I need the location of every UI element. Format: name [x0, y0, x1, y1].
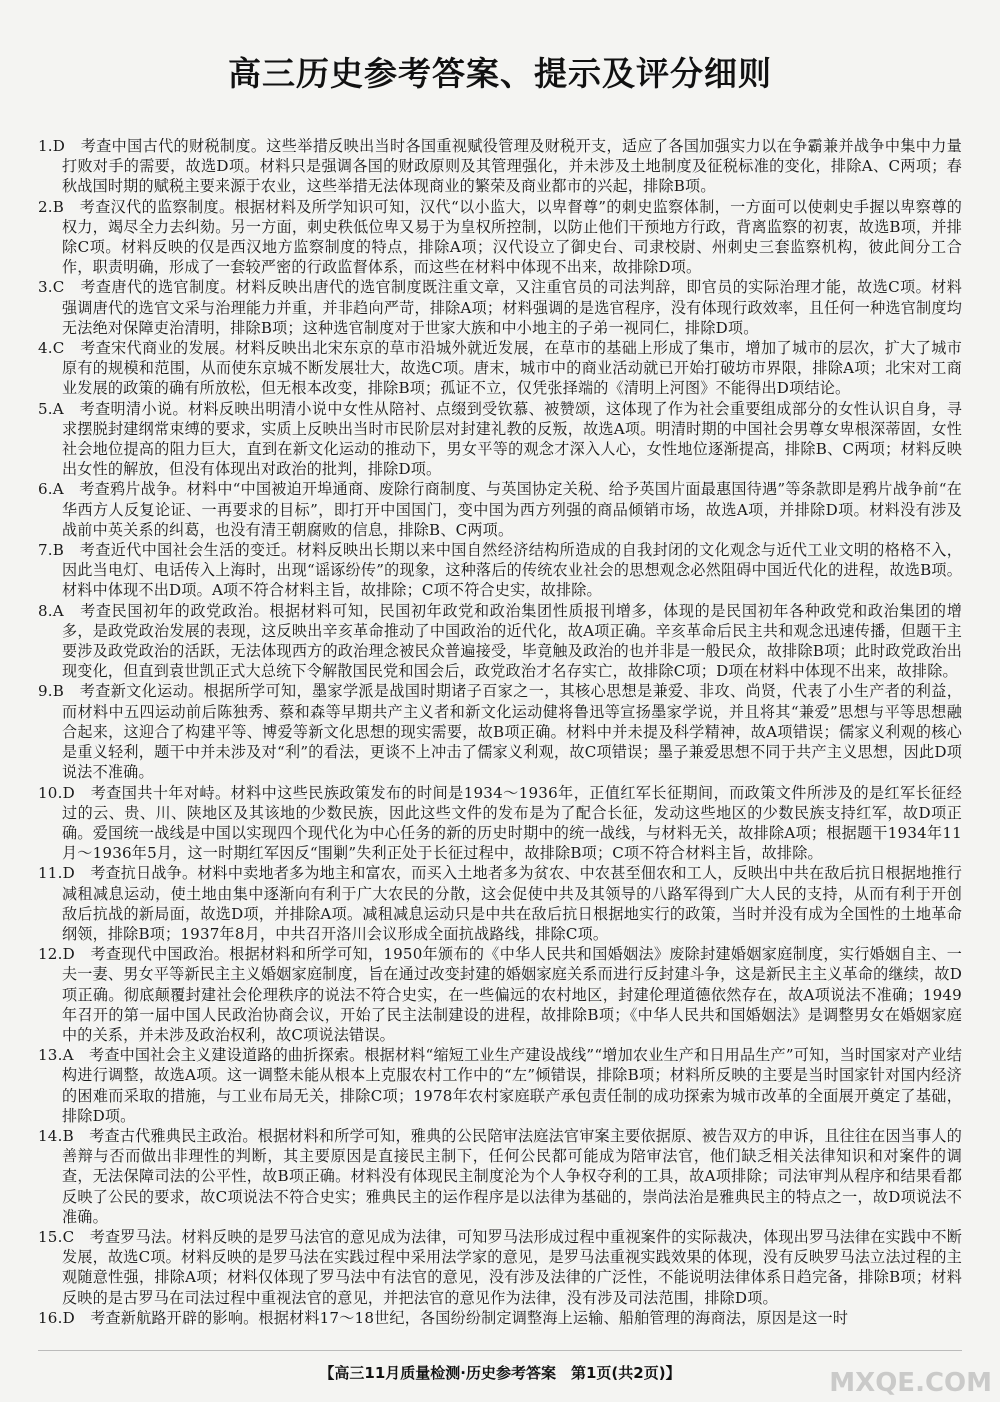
answer-number: 10.D [38, 783, 75, 802]
answer-item [38, 601, 962, 682]
answer-number: 3.C [38, 278, 65, 297]
answer-number: 6.A [38, 480, 64, 499]
answer-number: 7.B [38, 541, 65, 560]
answer-number: 9.B [38, 682, 65, 701]
answer-item [38, 944, 962, 1045]
answer-number: 16.D [38, 1308, 75, 1327]
answer-explanation: 考查明清小说。材料反映出明清小说中女性从陪衬、点缀到受钦慕、被赞颂，这体现了作为社会重要组成部分的女性认识自身，寻求摆脱封建纲常束缚的要求，实质上反映出当时市民阶层对封建礼教的反叛，故选A项。明清时期的中国社会男尊女卑根深蒂固，女性社会地位提高的阻力巨大，直到在新文化运动的推动下，男女平等的观念才深入人心，女性地位逐渐提高，排除B、C两项；材料反映出女性的解放，但没有体现出对政治的批判，排除D项。 [62, 399, 962, 479]
answer-item [38, 399, 962, 480]
answer-item [38, 1227, 962, 1308]
answer-number: 14.B [38, 1126, 74, 1145]
answer-item [38, 338, 962, 399]
answer-number: 1.D [38, 137, 66, 155]
answer-explanation: 考查国共十年对峙。材料中这些民族政策发布的时间是1934～1936年，正值红军长征期间，而政策文件所涉及的是红军长征经过的云、贵、川、陕地区及其该地的少数民族，因此这些文件的发布是为了配合长征，发动这些地区的少数民族支持红军，故D项正确。爱国统一战线是中国以实现四个现代化为中心任务的新的历史时期中的统一战线，与材料无关，故排除A项；根据题干1934年11月～1936年5月，这一时期红军因反“围剿”失利正处于长征过程中，故排除B项；C项不符合材料主旨，故排除。 [62, 783, 962, 863]
answer-number: 5.A [38, 399, 64, 418]
answer-explanation: 考查古代雅典民主政治。根据材料和所学可知，雅典的公民陪审法庭法官审案主要依据原、被告双方的申诉，且往往在因当事人的善辩与否而做出非理性的判断，其主要原因是直接民主制下，任何公民都可能成为陪审法官，他们缺乏相关法律知识和对案件的调查，无法保障司法的公平性，故B项正确。材料没有体现民主制度沦为个人争权夺利的工具，故A项排除；司法审判从程序和结果看都反映了公民的要求，故C项说法不符合史实；雅典民主的运作程序是以法律为基础的，崇尚法治是雅典民主的特点之一，故D项说法不准确。 [62, 1126, 962, 1226]
answer-explanation: 考查罗马法。材料反映的是罗马法官的意见成为法律，可知罗马法形成过程中重视案件的实际裁决，体现出罗马法律在实践中不断发展，故选C项。材料反映的是罗马法在实践过程中采用法学家的意见，是罗马法重视实践效果的体现，没有反映罗马法立法过程的主观随意性强，排除A项；材料仅体现了罗马法中有法官的意见，没有涉及法律的广泛性，不能说明法律体系日趋完备，排除B项；材料反映的是古罗马在司法过程中重视法官的意见，并把法官的意见作为法律，没有涉及司法范围，排除D项。 [62, 1227, 962, 1307]
answer-item [38, 783, 962, 864]
answer-item [38, 479, 962, 540]
answer-explanation: 考查民国初年的政党政治。根据材料可知，民国初年政党和政治集团性质报刊增多，体现的是民国初年各种政党和政治集团的增多，是政党政治发展的表现，这反映出辛亥革命推动了中国政治的近代化，故A项正确。辛亥革命后民主共和观念迅速传播，但题干主要涉及政党政治的活跃，无法体现西方的政治理念被民众普遍接受，毕竟触及政治的也并非是一般民众，故排除B项；此时政党政治出现变化，但直到袁世凯正式大总统下令解散国民党和国会后，政党政治才名存实亡，故排除C项；D项在材料中体现不出来，故排除。 [62, 601, 962, 681]
watermark: MXQE.COM [829, 1368, 992, 1398]
answer-item [38, 1308, 962, 1328]
answer-number: 2.B [38, 197, 65, 216]
answer-item [38, 540, 962, 601]
answer-explanation: 考查新航路开辟的影响。根据材料17～18世纪，各国纷纷制定调整海上运输、船舶管理的海商法，原因是这一时 [90, 1308, 849, 1327]
answer-explanation: 考查宋代商业的发展。材料反映出北宋东京的草市沿城外就近发展，在草市的基础上形成了集市，增加了城市的层次，扩大了城市原有的规模和范围，从而使东京城不断发展壮大，故选C项。唐末，城市中的商业活动就已开始打破坊市界限，排除A项；北宋对工商业发展的政策的确有所放松，但无根本改变，排除B项；孤证不立，仅凭张择端的《清明上河图》不能得出D项结论。 [62, 339, 962, 398]
answer-number: 13.A [38, 1046, 74, 1065]
answer-item [38, 197, 962, 278]
answer-number: 15.C [38, 1227, 75, 1246]
answer-number: 11.D [38, 864, 75, 883]
answer-list [38, 136, 962, 1328]
answer-explanation: 考查鸦片战争。材料中“中国被迫开埠通商、废除行商制度、与英国协定关税、给予英国片面最惠国待遇”等条款即是鸦片战争前“在华西方人反复论证、一再要求的目标”，即打开中国国门，变中国为西方列强的商品倾销市场，故选A项，并排除D项。材料没有涉及战前中英关系的纠葛，也没有清王朝腐败的信息，排除B、C两项。 [62, 480, 962, 539]
answer-explanation: 考查抗日战争。材料中卖地者多为地主和富农，而买入土地者多为贫农、中农甚至佃农和工人，反映出中共在敌后抗日根据地推行减租减息运动，使土地由集中逐渐向有利于广大农民的分散，这会促使中共及其领导的八路军得到广大人民的支持，从而有利于开创敌后抗战的新局面，故选D项，并排除A项。减租减息运动只是中共在敌后抗日根据地实行的政策，当时并没有成为全国性的土地革命纲领，排除B项；1937年8月，中共召开洛川会议形成全面抗战路线，排除C项。 [62, 864, 962, 943]
answer-number: 4.C [38, 339, 65, 358]
answer-explanation: 考查新文化运动。根据所学可知，墨家学派是战国时期诸子百家之一，其核心思想是兼爱、非攻、尚贤，代表了小生产者的利益，而材料中五四运动前后陈独秀、蔡和森等早期共产主义者和新文化运动健将鲁迅等宣扬墨家学说，并且将其“兼爱”思想与平等思想融合起来，这迎合了构建平等、博爱等新文化思想的现实需要，故B项正确。材料中并未提及科学精神，故A项错误；儒家义利观的核心是重义轻利，题干中并未涉及对“利”的看法，更谈不上冲击了儒家义利观，故C项错误；墨子兼爱思想不同于共产主义思想，因此D项说法不准确。 [62, 682, 962, 782]
answer-item [38, 277, 962, 338]
answer-item [38, 136, 962, 197]
page-title: 高三历史参考答案、提示及评分细则 [228, 54, 772, 93]
answer-explanation: 考查现代中国政治。根据材料和所学可知，1950年颁布的《中华人民共和国婚姻法》废除封建婚姻家庭制度，实行婚姻自主、一夫一妻、男女平等新民主主义婚姻家庭制度，旨在通过改变封建的婚姻家庭关系而进行反封建斗争，这是新民主主义革命的继续，故D项正确。彻底颠覆封建社会伦理秩序的说法不符合史实，在一些偏远的农村地区，封建伦理道德依然存在，故A项说法不准确；1949年召开的第一届中国人民政治协商会议，开始了民主法制建设的进程，故排除B项；《中华人民共和国婚姻法》是调整男女在婚姻家庭中的关系，并未涉及政治权利，故C项说法错误。 [62, 945, 962, 1044]
answer-item [38, 681, 962, 782]
answer-explanation: 考查中国社会主义建设道路的曲折探索。根据材料“缩短工业生产建设战线”“增加农业生产和日用品生产”可知，当时国家对产业结构进行调整，故选A项。这一调整未能从根本上克服农村工作中的“左”倾错误，排除B项；材料所反映的主要是当时国家针对国内经济的困难而采取的措施，与工业布局无关，排除C项；1978年农村家庭联产承包责任制的成功探索为城市改革的全面展开奠定了基础，排除D项。 [62, 1046, 962, 1125]
answer-explanation: 考查中国古代的财税制度。这些举措反映出当时各国重视赋役管理及财税开支，适应了各国加强实力以在争霸兼并战争中集中力量打败对手的需要，故选D项。材料只是强调各国的财政原则及其管理强化，并未涉及土地制度及征税标准的变化，排除A、C两项；春秋战国时期的赋税主要来源于农业，这些举措无法体现商业的繁荣及商业都市的兴起，排除B项。 [62, 137, 962, 196]
answer-number: 12.D [38, 945, 75, 964]
answer-item [38, 1045, 962, 1126]
footer-divider [38, 1350, 962, 1351]
answer-explanation: 考查唐代的选官制度。材料反映出唐代的选官制度既注重文章，又注重官员的司法判辞，即官员的实际治理才能，故选C项。材料强调唐代的选官文采与治理能力并重，并非趋向严苛，排除A项；材料强调的是选官程序，没有体现行政效率，且任何一种选官制度均无法绝对保障吏治清明，排除B项；这种选官制度对于世家大族和中小地主的子弟一视同仁，排除D项。 [62, 278, 962, 337]
answer-explanation: 考查近代中国社会生活的变迁。材料反映出长期以来中国自然经济结构所造成的自我封闭的文化观念与近代工业文明的格格不入，因此当电灯、电话传入上海时，出现“谣诼纷传”的现象，这种落后的传统农业社会的思想观念必然阻碍中国近代化的进程，故选B项。材料中体现不出D项。A项不符合材料主旨，故排除；C项不符合史实，故排除。 [62, 541, 962, 600]
answer-item [38, 863, 962, 944]
answer-item [38, 1126, 962, 1227]
page-footer: 【高三11月质量检测·历史参考答案 第1页(共2页)】 [319, 1364, 681, 1382]
answer-explanation: 考查汉代的监察制度。根据材料及所学知识可知，汉代“以小监大，以卑督尊”的刺史监察体制，一方面可以使刺史手握以卑察尊的权力，竭尽全力去纠劾。另一方面，刺史秩低位卑又易于为皇权所控制，以防止他们干预地方行政，背离监察的初衷，故选B项，并排除C项。材料反映的仅是西汉地方监察制度的特点，排除A项；汉代设立了御史台、司隶校尉、州刺史三套监察机构，彼此间分工合作，职责明确，形成了一套较严密的行政监督体系，而这些在材料中体现不出来，故排除D项。 [62, 197, 962, 277]
answer-number: 8.A [38, 601, 64, 620]
